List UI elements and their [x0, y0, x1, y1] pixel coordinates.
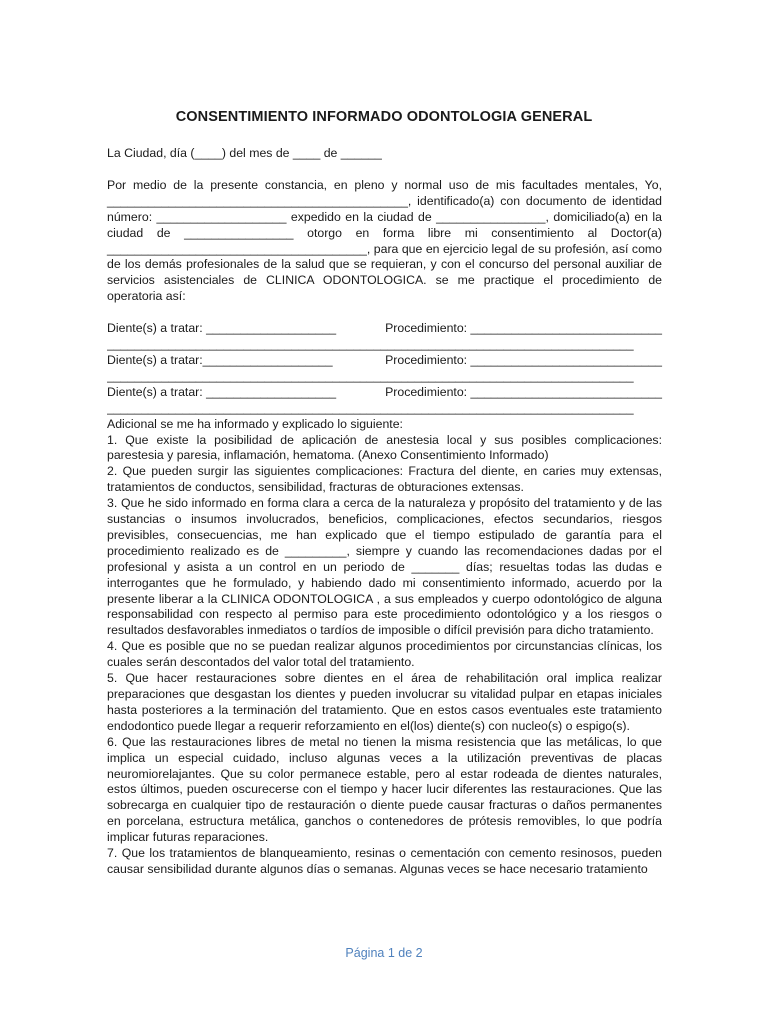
procedure-field-label: Procedimiento: ____________________________: [385, 352, 662, 367]
date-line: La Ciudad, día (____) del mes de ____ de ______: [107, 146, 382, 160]
separator-line: _____________________________________________________________________________: [107, 400, 634, 415]
list-item: 6. Que las restauraciones libres de metal no tienen la misma resistencia que las metálicas, lo que implica un especial cuidado, incluso algunas veces a la utilización preventivas de placas neuromiorelajantes. Que su color permanece estable, pero al estar rodeada de dientes naturales, estos últimos, pueden oscurecerse con el tiempo y hacer lucir diferentes las restauraciones. Que las sobrecarga en cualquier tipo de restauración o diente puede causar fracturas o daños permanentes en porcelana, estructura metálica, ganchos o contenedores de prótesis removibles, lo que podría implicar futuras reparaciones.: [107, 734, 662, 845]
list-item: 3. Que he sido informado en forma clara a cerca de la naturaleza y propósito del tratamiento y de las sustancias o insumos involucrados, beneficios, complicaciones, efectos secundarios, riesgos previsibles, consecuencias, me han explicado que el tiempo estipulado de garantía para el procedimiento realizado es de _________, siempre y cuando las recomendaciones dadas por el profesional y asista a un control en un periodo de _______ días; resueltas todas las dudas e interrogantes que he formulado, y habiendo dado mi consentimiento informado, acuerdo por la presente liberar a la CLINICA ODONTOLOGICA , a sus empleados y cuerpo odontológico de alguna responsabilidad con respecto al permiso para este procedimiento odontológico y a los riesgos o resultados desfavorables inmediatos o tardíos de imposible o difícil previsión para dicho tratamiento.: [107, 496, 662, 638]
document-title: CONSENTIMIENTO INFORMADO ODONTOLOGIA GENERAL: [175, 109, 593, 125]
page-number: Página 1 de 2: [345, 946, 423, 960]
treatment-row: [107, 321, 662, 337]
tooth-field-label: Diente(s) a tratar: ___________________: [107, 321, 337, 336]
treatment-row: [107, 385, 662, 401]
list-item: 2. Que pueden surgir las siguientes complicaciones: Fractura del diente, en caries muy extensas, tratamientos de conductos, sensibilidad, fracturas de obturaciones extensas.: [107, 464, 662, 495]
treatment-row: [107, 353, 662, 369]
tooth-field-label: Diente(s) a tratar:___________________: [107, 352, 333, 367]
procedure-field-label: Procedimiento: ____________________________: [385, 321, 662, 336]
list-item: 7. Que los tratamientos de blanqueamiento, resinas o cementación con cemento resinosos, pueden causar sensibilidad durante algunos días o semanas. Algunas veces se hace necesario tratamiento: [107, 846, 662, 876]
additional-heading: Adicional se me ha informado y explicado lo siguiente:: [107, 416, 403, 431]
tooth-field-label: Diente(s) a tratar: ___________________: [107, 384, 337, 399]
procedure-field-label: Procedimiento: ____________________________: [385, 384, 662, 399]
list-item: 5. Que hacer restauraciones sobre dientes en el área de rehabilitación oral implica realizar preparaciones que desgastan los dientes y pueden involucrar su vitalidad pulpar en etapas iniciales hasta posteriores a la terminación del tratamiento. Que en estos casos eventuales este tratamiento endodontico puede llegar a requerir reforzamiento en el(los) diente(s) con nucleo(s) o espigo(s).: [107, 671, 662, 733]
separator-line: _____________________________________________________________________________: [107, 337, 634, 352]
list-item: 1. Que existe la posibilidad de aplicación de anestesia local y sus posibles complicaciones: parestesia y paresia, inflamación, hematoma. (Anexo Consentimiento Informado): [107, 432, 662, 463]
separator-line: _____________________________________________________________________________: [107, 368, 634, 383]
list-item: 4. Que es posible que no se puedan realizar algunos procedimientos por circunstancias clínicas, los cuales serán descontados del valor total del tratamiento.: [107, 639, 662, 670]
intro-paragraph: Por medio de la presente constancia, en pleno y normal uso de mis facultades mentales, Yo, ____________________________________________, identificado(a) con documento de identidad número: ___________________ expedido en la ciudad de ________________, domiciliado(a) en la ciudad de ________________ otorgo en forma libre mi consentimiento al Doctor(a) ______________________________________, para que en ejercicio legal de su profesión, así como de los demás profesionales de la salud que se requieran, y con el concurso del personal auxiliar de servicios asistenciales de CLINICA ODONTOLOGICA. se me practique el procedimiento de operatoria así:: [107, 177, 662, 304]
document-body: [107, 146, 662, 878]
